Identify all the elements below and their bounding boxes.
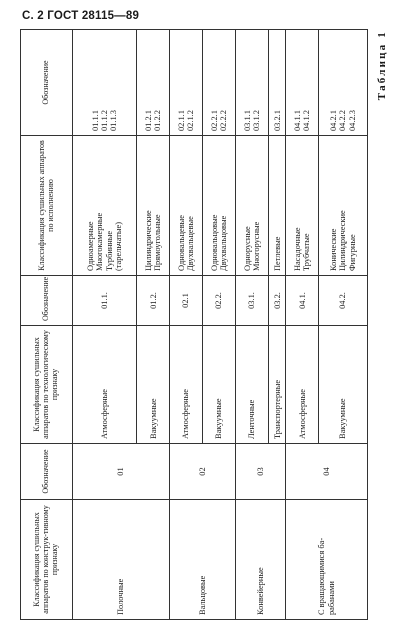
header-technological: Классификация сушильных аппаратов по технологическому признаку <box>21 326 73 444</box>
rotated-table-area <box>20 30 405 620</box>
exec-codes: 01.1.1 01.1.2 01.1.3 <box>73 30 137 136</box>
group-code: 03 <box>236 444 286 500</box>
classification-table <box>20 29 368 620</box>
exec-codes: 02.1.1 02.1.2 <box>170 30 203 136</box>
tech-code: 03.2. <box>269 276 286 326</box>
table-caption: Таблица 1 <box>376 30 388 101</box>
tech-code: 01.2. <box>137 276 170 326</box>
exec-codes: 04.2.1 04.2.2 04.2.3 <box>319 30 368 136</box>
exec-codes: 02.2.1 02.2.2 <box>203 30 236 136</box>
group-code: 01 <box>73 444 170 500</box>
header-code-3: Обозначение <box>21 30 73 136</box>
group-name: С вращающимися ба- рабанами <box>286 500 368 620</box>
header-constructive: Классификация сушильных аппаратов по конструк-тивному признаку <box>21 500 73 620</box>
exec-codes: 03.2.1 <box>269 30 286 136</box>
tech-code: 04.2. <box>319 276 368 326</box>
exec-types: Одновальцовые Двухвальцовые <box>203 136 236 276</box>
exec-types: Петлевые <box>269 136 286 276</box>
tech-code: 02.2. <box>203 276 236 326</box>
header-code-1: Обозначение <box>21 444 73 500</box>
group-name: Вальцовые <box>170 500 236 620</box>
header-code-2: Обозначение <box>21 276 73 326</box>
table-row <box>73 30 137 620</box>
tech-type: Вакуумные <box>137 326 170 444</box>
table-row <box>236 30 269 620</box>
tech-type: Атмосферные <box>73 326 137 444</box>
table-row <box>286 30 319 620</box>
exec-types: Цилиндрические Прямоугольные <box>137 136 170 276</box>
group-name: Полочные <box>73 500 170 620</box>
exec-types: Одновальцевые Двухвальцевые <box>170 136 203 276</box>
group-code: 04 <box>286 444 368 500</box>
table-header-row <box>21 30 73 620</box>
exec-types: Однорусные Многорусные <box>236 136 269 276</box>
tech-type: Атмосферные <box>286 326 319 444</box>
tech-code: 03.1. <box>236 276 269 326</box>
tech-code: 04.1. <box>286 276 319 326</box>
exec-types: Насадочные Трубчатые <box>286 136 319 276</box>
table-row <box>170 30 203 620</box>
header-execution: Классификация сушильных аппаратов по исполнению <box>21 136 73 276</box>
group-name: Конвейерные <box>236 500 286 620</box>
exec-codes: 03.1.1 03.1.2 <box>236 30 269 136</box>
tech-type: Транспортерные <box>269 326 286 444</box>
page-header: С. 2 ГОСТ 28115—89 <box>22 10 140 22</box>
tech-code: 01.1. <box>73 276 137 326</box>
exec-types: Конические Цилиндрические Фигурные <box>319 136 368 276</box>
exec-types: Одноамерные Многокамерные Турбинные (тарельчатые) <box>73 136 137 276</box>
tech-code: 02.1 <box>170 276 203 326</box>
tech-type: Вакуумные <box>203 326 236 444</box>
tech-type: Ленточные <box>236 326 269 444</box>
tech-type: Вакуумные <box>319 326 368 444</box>
group-code: 02 <box>170 444 236 500</box>
exec-codes: 01.2.1 01.2.2 <box>137 30 170 136</box>
tech-type: Атмосферные <box>170 326 203 444</box>
exec-codes: 04.1.1 04.1.2 <box>286 30 319 136</box>
